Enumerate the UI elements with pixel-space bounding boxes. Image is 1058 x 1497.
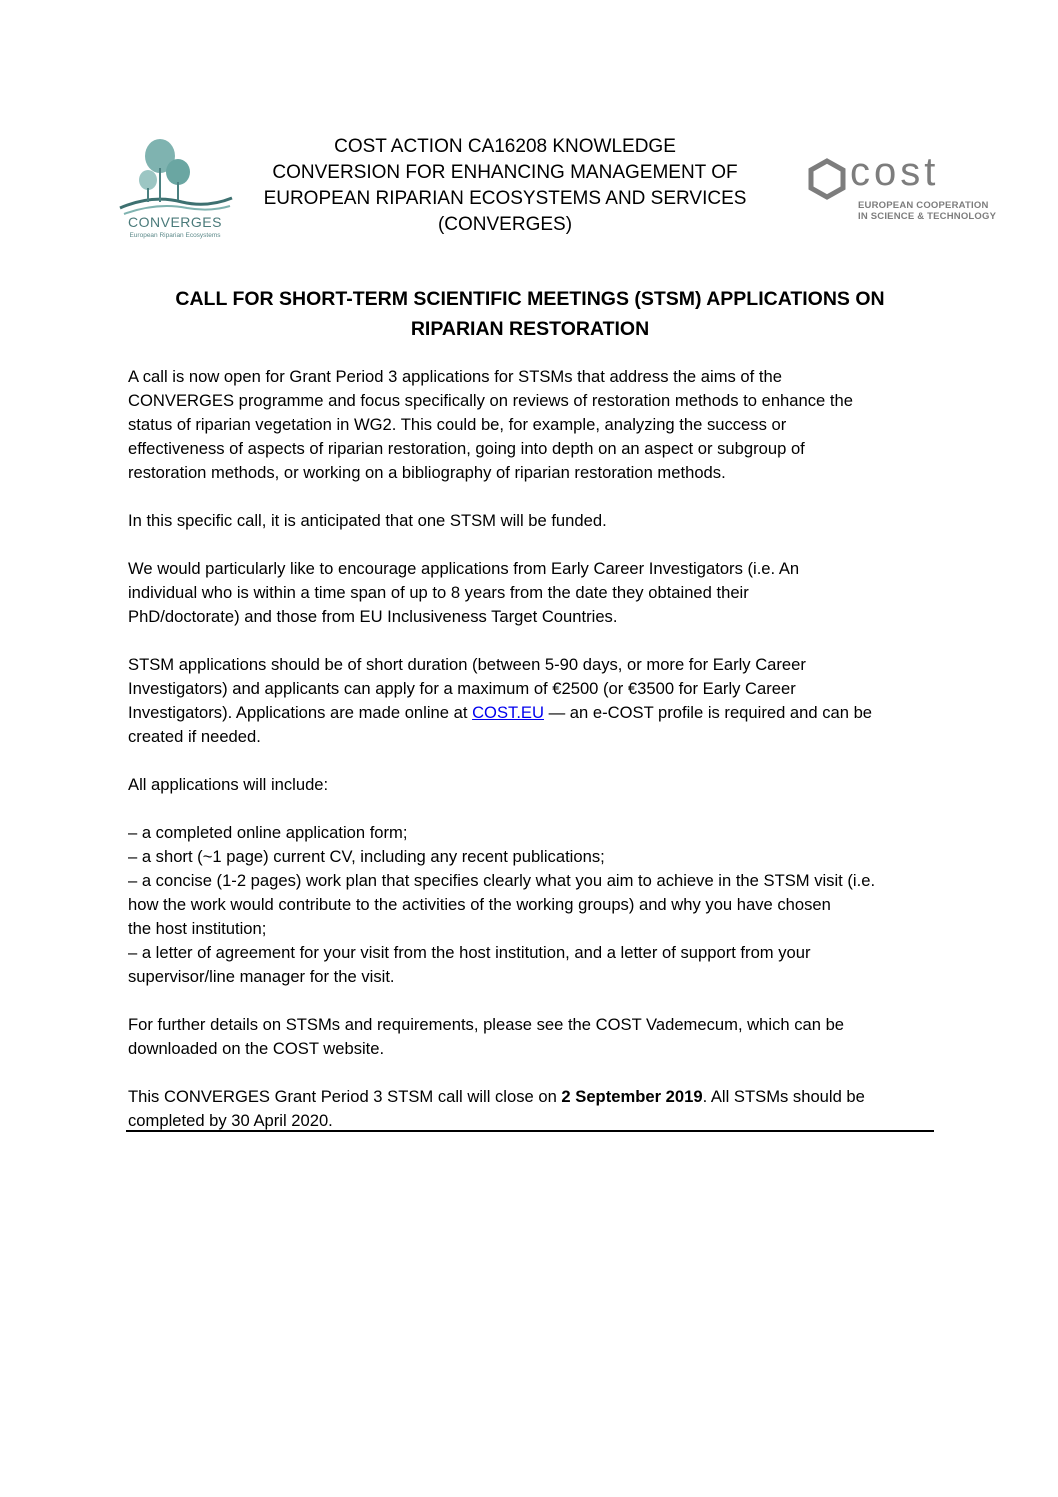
text-line: CONVERGES programme and focus specifically on reviews of restoration methods to enhance the bbox=[128, 391, 853, 410]
list-item: the host institution; bbox=[128, 919, 267, 938]
converges-logo bbox=[112, 128, 238, 246]
text-line: individual who is within a time span of up to 8 years from the date they obtained their bbox=[128, 583, 749, 602]
text-line: PhD/doctorate) and those from EU Inclusiveness Target Countries. bbox=[128, 607, 618, 626]
tree-icon bbox=[112, 128, 238, 218]
text-line: Investigators) and applicants can apply for a maximum of €2500 (or €3500 for Early Career bbox=[128, 679, 796, 698]
text-line: completed by 30 April 2020. bbox=[128, 1111, 333, 1130]
text-line: effectiveness of aspects of riparian restoration, going into depth on an aspect or subgroup of bbox=[128, 439, 805, 458]
call-heading-line-1: CALL FOR SHORT-TERM SCIENTIFIC MEETINGS (STSM) APPLICATIONS ON bbox=[175, 288, 885, 310]
list-item: how the work would contribute to the activities of the working groups) and why you have chosen bbox=[128, 895, 831, 914]
call-heading-line-2: RIPARIAN RESTORATION bbox=[410, 318, 650, 340]
cost-wordmark: cost bbox=[850, 150, 940, 194]
paragraph-encourage bbox=[128, 557, 948, 629]
hexagon-icon bbox=[806, 158, 848, 200]
list-item: – a letter of agreement for your visit from the host institution, and a letter of support from your bbox=[128, 943, 811, 962]
text-line: restoration methods, or working on a bibliography of riparian restoration methods. bbox=[128, 463, 726, 482]
list-item: – a completed online application form; bbox=[128, 823, 408, 842]
requirements-list bbox=[128, 821, 948, 989]
cost-subtitle-line-1: EUROPEAN COOPERATION bbox=[858, 200, 989, 211]
text-line: We would particularly like to encourage applications from Early Career Investigators (i.e. An bbox=[128, 559, 800, 578]
text-line bbox=[128, 1085, 948, 1109]
text-span: Investigators). Applications are made online at bbox=[128, 703, 473, 722]
paragraph-intro bbox=[128, 365, 948, 485]
text-span: This CONVERGES Grant Period 3 STSM call will close on bbox=[128, 1087, 562, 1106]
paragraph-duration bbox=[128, 653, 948, 749]
paragraph-includes: All applications will include: bbox=[128, 775, 329, 794]
header-line-1: COST ACTION CA16208 KNOWLEDGE bbox=[334, 136, 676, 157]
header-line-3: EUROPEAN RIPARIAN ECOSYSTEMS AND SERVICES bbox=[263, 188, 747, 209]
text-line: downloaded on the COST website. bbox=[128, 1039, 385, 1058]
text-line bbox=[128, 701, 948, 725]
paragraph-deadline bbox=[128, 1085, 948, 1133]
deadline-date: 2 September 2019 bbox=[561, 1087, 703, 1106]
paragraph-details bbox=[128, 1013, 948, 1061]
list-item: supervisor/line manager for the visit. bbox=[128, 967, 395, 986]
list-item: – a concise (1-2 pages) work plan that specifies clearly what you aim to achieve in the STSM visit (i.e. bbox=[128, 871, 876, 890]
text-line: created if needed. bbox=[128, 727, 261, 746]
cost-subtitle-line-2: IN SCIENCE & TECHNOLOGY bbox=[858, 211, 997, 222]
text-line: STSM applications should be of short duration (between 5-90 days, or more for Early Career bbox=[128, 655, 806, 674]
converges-tagline: European Riparian Ecosystems bbox=[129, 232, 221, 239]
call-heading bbox=[120, 284, 940, 344]
text-span: . All STSMs should be bbox=[702, 1087, 865, 1106]
cost-logo bbox=[806, 150, 998, 228]
document-body bbox=[128, 365, 948, 1133]
text-line: status of riparian vegetation in WG2. This could be, for example, analyzing the success or bbox=[128, 415, 787, 434]
header-line-4: (CONVERGES) bbox=[437, 214, 573, 235]
text-line: A call is now open for Grant Period 3 applications for STSMs that address the aims of the bbox=[128, 367, 782, 386]
header-title bbox=[240, 134, 770, 238]
divider-line bbox=[126, 1130, 934, 1132]
cost-subtitle bbox=[858, 200, 996, 222]
paragraph-funding: In this specific call, it is anticipated that one STSM will be funded. bbox=[128, 511, 607, 530]
text-span: — an e-COST profile is required and can be bbox=[543, 703, 873, 722]
list-item: – a short (~1 page) current CV, including any recent publications; bbox=[128, 847, 605, 866]
header-line-2: CONVERSION FOR ENHANCING MANAGEMENT OF bbox=[272, 162, 738, 183]
cost-eu-link[interactable]: COST.EU bbox=[472, 703, 544, 722]
converges-brand-text: CONVERGES bbox=[128, 214, 222, 230]
text-line: For further details on STSMs and requirements, please see the COST Vademecum, which can be bbox=[128, 1015, 845, 1034]
